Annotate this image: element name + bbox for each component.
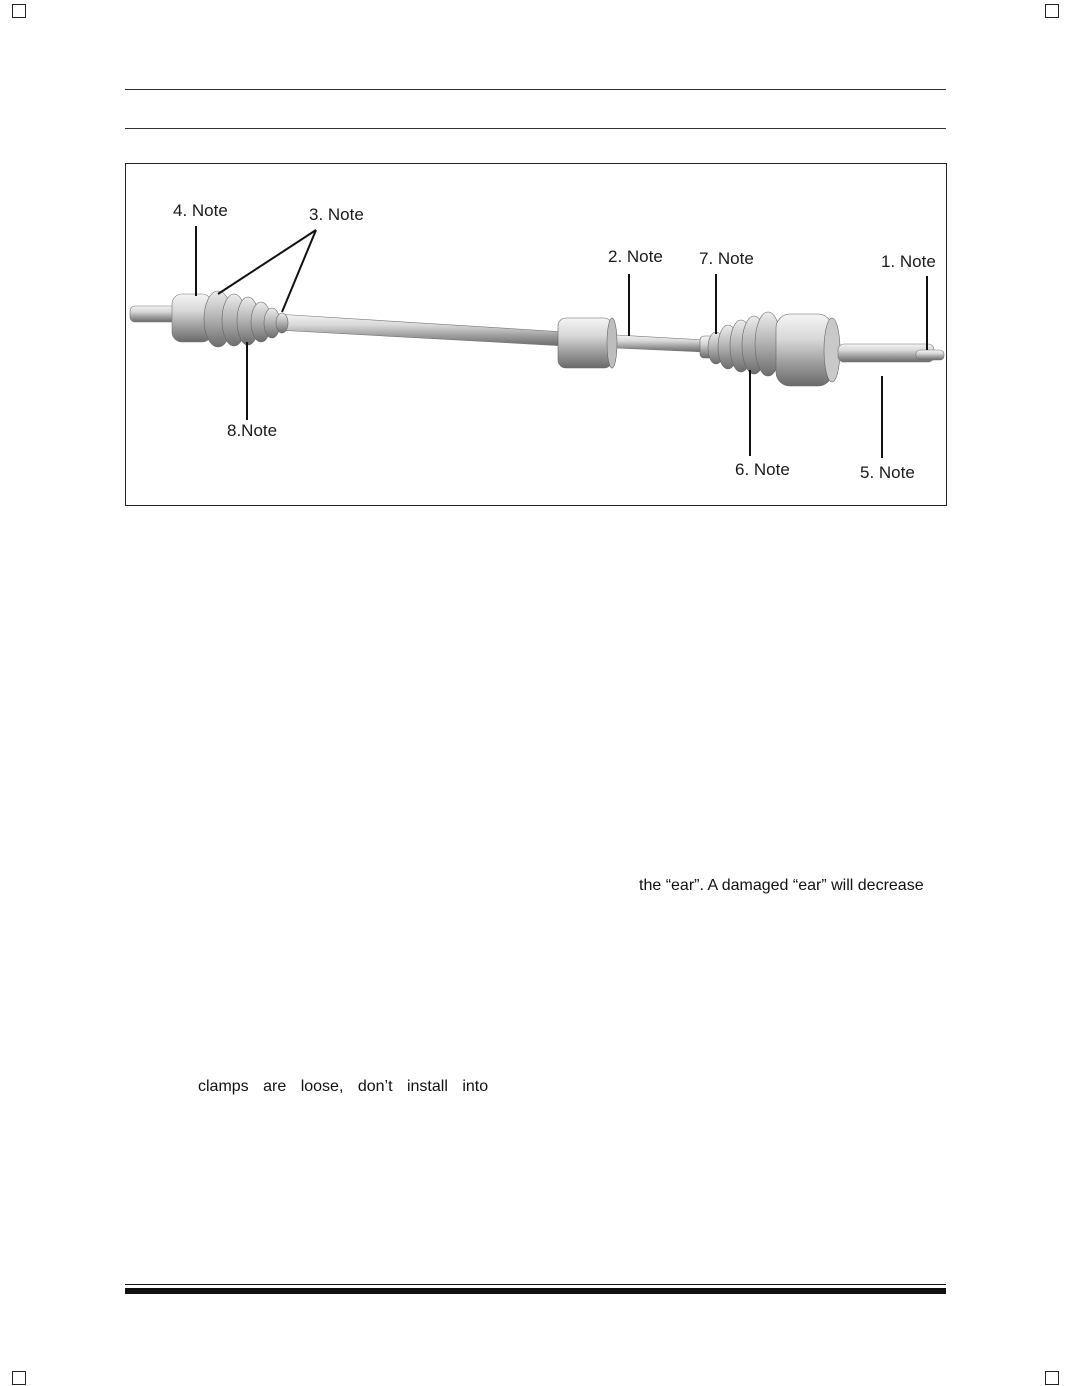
- header-rule-top: [125, 89, 946, 90]
- callout-note-4: 4. Note: [173, 201, 228, 220]
- leader-note-3a: [218, 230, 316, 294]
- body-text-ear-line: the “ear”. A damaged “ear” will decrease: [639, 877, 924, 894]
- callout-note-8: 8.Note: [227, 421, 278, 440]
- footer-rule-thin: [125, 1284, 946, 1285]
- callout-note-2: 2. Note: [608, 247, 663, 266]
- header-rule-bottom: [125, 128, 946, 129]
- callout-note-7: 7. Note: [699, 249, 754, 268]
- leader-note-3b: [282, 230, 316, 312]
- crop-mark-bottom-right: [1045, 1371, 1059, 1385]
- callout-note-3: 3. Note: [309, 205, 364, 224]
- drive-shaft-figure: [125, 163, 947, 506]
- callout-note-1: 1. Note: [881, 252, 936, 271]
- crop-mark-top-left: [12, 4, 26, 18]
- callout-note-5: 5. Note: [860, 463, 915, 482]
- crop-mark-top-right: [1045, 4, 1059, 18]
- footer-rule-thick: [125, 1288, 946, 1294]
- callout-note-6: 6. Note: [735, 460, 790, 479]
- body-text-clamps-line: clamps are loose, don’t install into: [198, 1078, 489, 1095]
- drive-shaft-illustration: [126, 164, 947, 506]
- crop-mark-bottom-left: [12, 1371, 26, 1385]
